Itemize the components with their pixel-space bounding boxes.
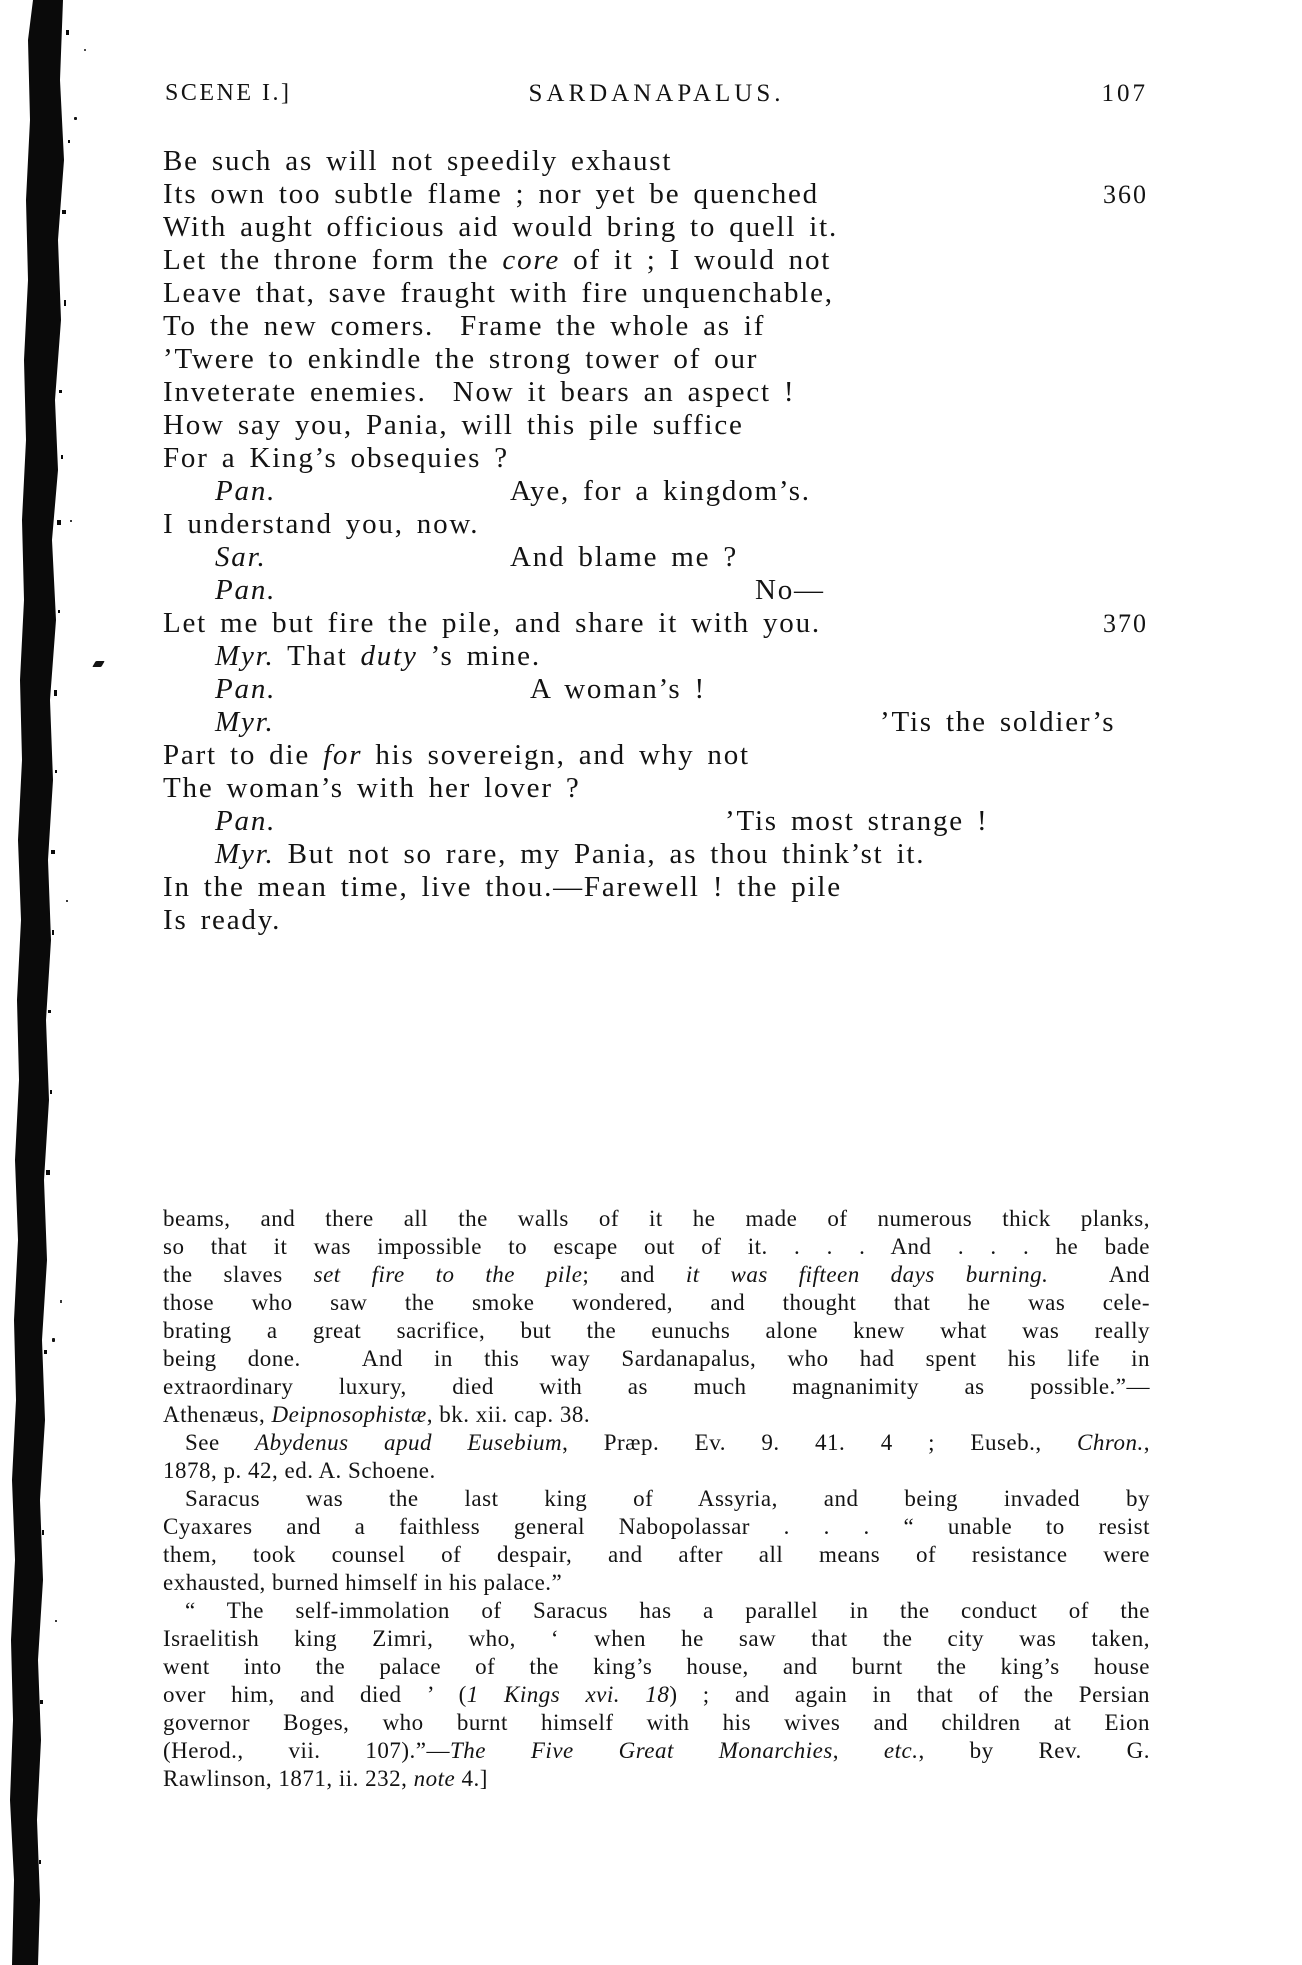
footnote-line-segment: , bk. xii. cap. 38. (426, 1402, 591, 1427)
footnote-line (163, 1373, 1150, 1401)
verse-line (163, 409, 1150, 442)
footnote-line (163, 1317, 1150, 1345)
verse-line (163, 574, 1150, 607)
footnote-line (163, 1401, 1150, 1429)
scene-label: SCENE I.] (165, 80, 292, 106)
verse-line (163, 640, 1150, 673)
footnote-line-segment: , by Rev. G. (918, 1738, 1150, 1763)
verse-line (163, 475, 1150, 508)
footnote-line-segment: , (1143, 1430, 1150, 1455)
footnote-line (163, 1709, 1150, 1737)
verse-line (163, 805, 1150, 838)
footnote-line (163, 1653, 1150, 1681)
footnote-line (163, 1597, 1150, 1625)
ink-speck (84, 49, 86, 51)
footnote-line-segment: beams, and there all the walls of it he made of numerous thick planks, (163, 1206, 1150, 1231)
running-header (163, 80, 1150, 114)
verse-line (163, 607, 1150, 640)
verse-line (163, 145, 1150, 178)
verse-line-segment-italic: Myr. (215, 838, 275, 870)
verse-line-segment: ’s mine. (417, 640, 541, 672)
footnote-line (163, 1541, 1150, 1569)
verse-line-segment: Aye, for a kingdom’s. (510, 475, 811, 507)
verse-line (163, 508, 1150, 541)
footnote-line-segment: (Herod., vii. 107).”— (163, 1738, 451, 1763)
footnote-line (163, 1205, 1150, 1233)
verse-line-segment: Be such as will not speedily exhaust (163, 145, 673, 177)
verse-line-segment: Inveterate enemies. Now it bears an aspect ! (163, 376, 796, 408)
footnote-line-segment: ; and (582, 1262, 686, 1287)
verse-line (163, 442, 1150, 475)
footnote-line-segment: And (1048, 1262, 1150, 1287)
verse-line-segment: Let me but fire the pile, and share it with you. (163, 607, 821, 639)
footnote-line (163, 1737, 1150, 1765)
verse-line-segment: ’Tis the soldier’s (880, 706, 1116, 738)
footnote-line-segment-italic: The Five Great Monarchies (450, 1738, 833, 1763)
footnote-line (163, 1429, 1150, 1457)
footnote-line-segment: went into the palace of the king’s house, and burnt the king’s house (163, 1654, 1150, 1679)
footnote-line-segment-italic: etc. (883, 1738, 919, 1763)
footnote-line (163, 1457, 1150, 1485)
footnote-block (163, 1205, 1150, 1793)
verse-line (163, 277, 1150, 310)
verse-line-segment: How say you, Pania, will this pile suffice (163, 409, 744, 441)
footnote-line-segment: Cyaxares and a faithless general Nabopolassar . . . “ unable to resist (163, 1514, 1150, 1539)
verse-line-segment: his sovereign, and why not (362, 739, 750, 771)
verse-line-segment-italic: for (323, 739, 363, 771)
verse-line (163, 211, 1150, 244)
footnote-line-segment: Israelitish king Zimri, who, ‘ when he saw that the city was taken, (163, 1626, 1150, 1651)
verse-line (163, 739, 1150, 772)
verse-line (163, 838, 1150, 871)
footnote-line (163, 1233, 1150, 1261)
verse-line (163, 178, 1150, 211)
verse-line-number: 370 (1103, 609, 1148, 638)
scan-gutter-band (0, 0, 90, 1965)
footnote-line-segment: exhausted, burned himself in his palace.” (163, 1570, 563, 1595)
verse-line-segment: Part to die (163, 739, 324, 771)
verse-line (163, 673, 1150, 706)
verse-line-segment-italic: Pan. (215, 475, 277, 507)
verse-line (163, 904, 1150, 937)
footnote-line-segment: governor Boges, who burnt himself with his wives and children at Eion (163, 1710, 1150, 1735)
footnote-line-segment-italic: it was fifteen days burning. (685, 1262, 1049, 1287)
footnote-line-segment: 1878, p. 42, ed. A. Schoene. (163, 1458, 436, 1483)
verse-line-segment: of it ; I would not (560, 244, 832, 276)
verse-line-segment: But not so rare, my Pania, as thou think’st it. (274, 838, 926, 870)
footnote-line (163, 1513, 1150, 1541)
footnote-line-segment-italic: Chron. (1077, 1430, 1144, 1455)
verse-line-segment-italic: Myr. (215, 640, 275, 672)
verse-line-segment: Leave that, save fraught with fire unquenchable, (163, 277, 834, 309)
ink-speck (92, 661, 104, 667)
page-title: SARDANAPALUS. (528, 80, 785, 107)
verse-line (163, 772, 1150, 805)
verse-line-segment: The woman’s with her lover ? (163, 772, 581, 804)
footnote-line (163, 1261, 1150, 1289)
footnote-line-segment-italic: note (413, 1766, 456, 1791)
footnote-line-segment: “ The self-immolation of Saracus has a parallel in the conduct of the (185, 1598, 1150, 1623)
verse-line-segment: With aught officious aid would bring to quell it. (163, 211, 839, 243)
verse-line (163, 310, 1150, 343)
footnote-line-segment: extraordinary luxury, died with as much magnanimity as possible.”— (163, 1374, 1150, 1399)
verse-line-segment-italic: Sar. (215, 541, 267, 573)
verse-line (163, 376, 1150, 409)
footnote-line-segment: , (832, 1738, 884, 1763)
footnote-line (163, 1485, 1150, 1513)
verse-line-segment-italic: Myr. (215, 706, 275, 738)
verse-line-segment: For a King’s obsequies ? (163, 442, 509, 474)
verse-line-segment: Is ready. (163, 904, 282, 936)
footnote-line-segment-italic: 1 Kings xvi. 18 (466, 1682, 670, 1707)
footnote-line-segment: Athenæus, (163, 1402, 272, 1427)
page-number: 107 (1101, 80, 1148, 107)
verse-line (163, 871, 1150, 904)
footnote-line-segment: ) ; and again in that of the Persian (669, 1682, 1150, 1707)
footnote-line-segment: brating a great sacrifice, but the eunuchs alone knew what was really (163, 1318, 1150, 1343)
verse-line-segment-italic: Pan. (215, 805, 277, 837)
footnote-line-segment: them, took counsel of despair, and after all means of resistance were (163, 1542, 1150, 1567)
verse-line-segment-italic: Pan. (215, 673, 277, 705)
verse-line-segment-italic: Pan. (215, 574, 277, 606)
footnote-line-segment: the slaves (163, 1262, 314, 1287)
footnote-line-segment: being done. And in this way Sardanapalus, who had spent his life in (163, 1346, 1150, 1371)
verse-line (163, 541, 1150, 574)
verse-line-segment: In the mean time, live thou.—Farewell ! the pile (163, 871, 842, 903)
verse-line-number: 360 (1103, 180, 1148, 209)
verse-line (163, 706, 1150, 739)
footnote-line (163, 1289, 1150, 1317)
ink-speck (52, 1338, 55, 1342)
footnote-line-segment: those who saw the smoke wondered, and thought that he was cele- (163, 1290, 1150, 1315)
verse-line-segment: ’Tis most strange ! (725, 805, 989, 837)
verse-line-segment: Let the throne form the (163, 244, 503, 276)
verse-line-segment: A woman’s ! (530, 673, 707, 705)
verse-line-segment: To the new comers. Frame the whole as if (163, 310, 766, 342)
footnote-line-segment-italic: Deipnosophistæ (271, 1402, 427, 1427)
verse-line-segment: Its own too subtle flame ; nor yet be quenched (163, 178, 819, 210)
footnote-line (163, 1345, 1150, 1373)
footnote-line-segment-italic: set fire to the pile (313, 1262, 583, 1287)
footnote-line-segment: 4.] (455, 1766, 488, 1791)
footnote-line-segment: over him, and died ’ ( (163, 1682, 467, 1707)
verse-block (163, 145, 1150, 937)
footnote-line-segment: , Præp. Ev. 9. 41. 4 ; Euseb., (562, 1430, 1078, 1455)
footnote-line-segment: Rawlinson, 1871, ii. 232, (163, 1766, 414, 1791)
footnote-line-segment: See (185, 1430, 256, 1455)
verse-line-segment: And blame me ? (510, 541, 739, 573)
verse-line-segment-italic: core (502, 244, 561, 276)
footnote-line (163, 1681, 1150, 1709)
footnote-line-segment: so that it was impossible to escape out of it. . . . And . . . he bade (163, 1234, 1150, 1259)
verse-line-segment: That (274, 640, 361, 672)
footnote-line (163, 1625, 1150, 1653)
footnote-line (163, 1569, 1150, 1597)
verse-line-segment-italic: duty (360, 640, 418, 672)
footnote-line-segment-italic: Abydenus apud Eusebium (255, 1430, 563, 1455)
ink-speck (74, 117, 77, 120)
verse-line (163, 343, 1150, 376)
verse-line-segment: No— (755, 574, 825, 606)
footnote-line (163, 1765, 1150, 1793)
footnote-line-segment: Saracus was the last king of Assyria, and being invaded by (185, 1486, 1150, 1511)
verse-line (163, 244, 1150, 277)
verse-line-segment: ’Twere to enkindle the strong tower of our (163, 343, 759, 375)
verse-line-segment: I understand you, now. (163, 508, 480, 540)
